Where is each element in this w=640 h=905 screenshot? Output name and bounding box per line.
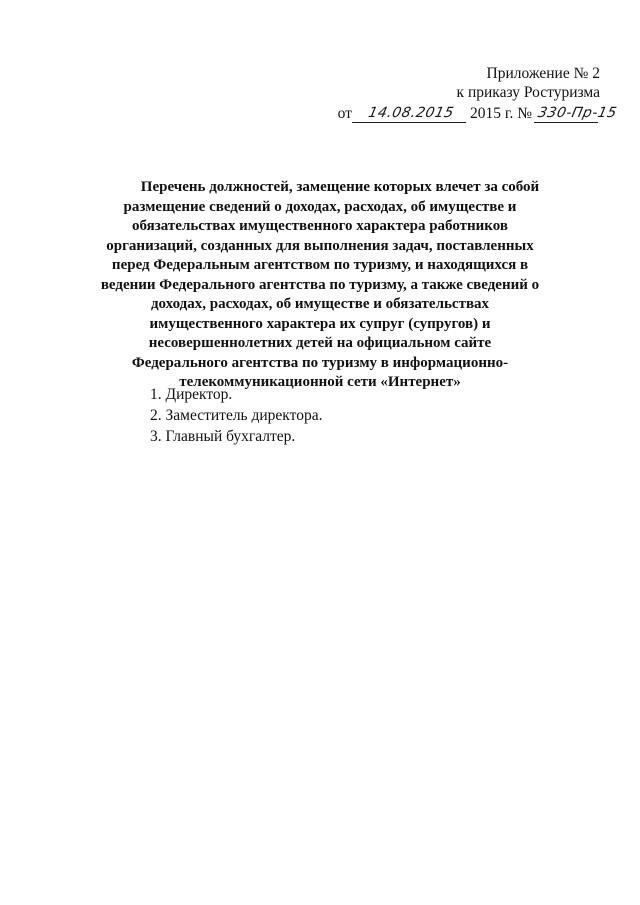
order-date-prefix: от bbox=[337, 105, 352, 122]
order-reference: к приказу Ростуризма bbox=[456, 84, 600, 101]
order-date-handwritten: 14.08.2015 bbox=[352, 104, 470, 123]
appendix-label: Приложение № 2 bbox=[486, 65, 600, 82]
order-date-number-line bbox=[337, 104, 619, 123]
appendix-header bbox=[457, 64, 600, 102]
document-title-first-line: Перечень должностей, замещение которых влечет за собой bbox=[140, 179, 540, 195]
list-item: 2. Заместитель директора. bbox=[150, 407, 323, 424]
list-item: 1. Директор. bbox=[150, 386, 233, 403]
list-item: 3. Главный бухгалтер. bbox=[150, 428, 296, 445]
document-title-body: размещение сведений о доходах, расходах, об имуществе и обязательствах имущественного характера работников организаций, созданных для выполнения задач, поставленных перед Федеральным агентством по туризму, и находящихся в ведении Федерального агентства по туризму, а также сведений о доходах, расходах, об имуществе и обязательствах имущественного характера их супруг (супругов) и несовершеннолетних детей на официальном сайте Федерального агентства по туризму в информационно-телекоммуникационной сети «Интернет» bbox=[100, 198, 540, 390]
document-title bbox=[100, 178, 540, 393]
order-number-handwritten: 330-Пр-15 bbox=[534, 104, 602, 123]
order-year-suffix: 2015 г. № bbox=[469, 105, 532, 122]
positions-list bbox=[150, 384, 322, 447]
